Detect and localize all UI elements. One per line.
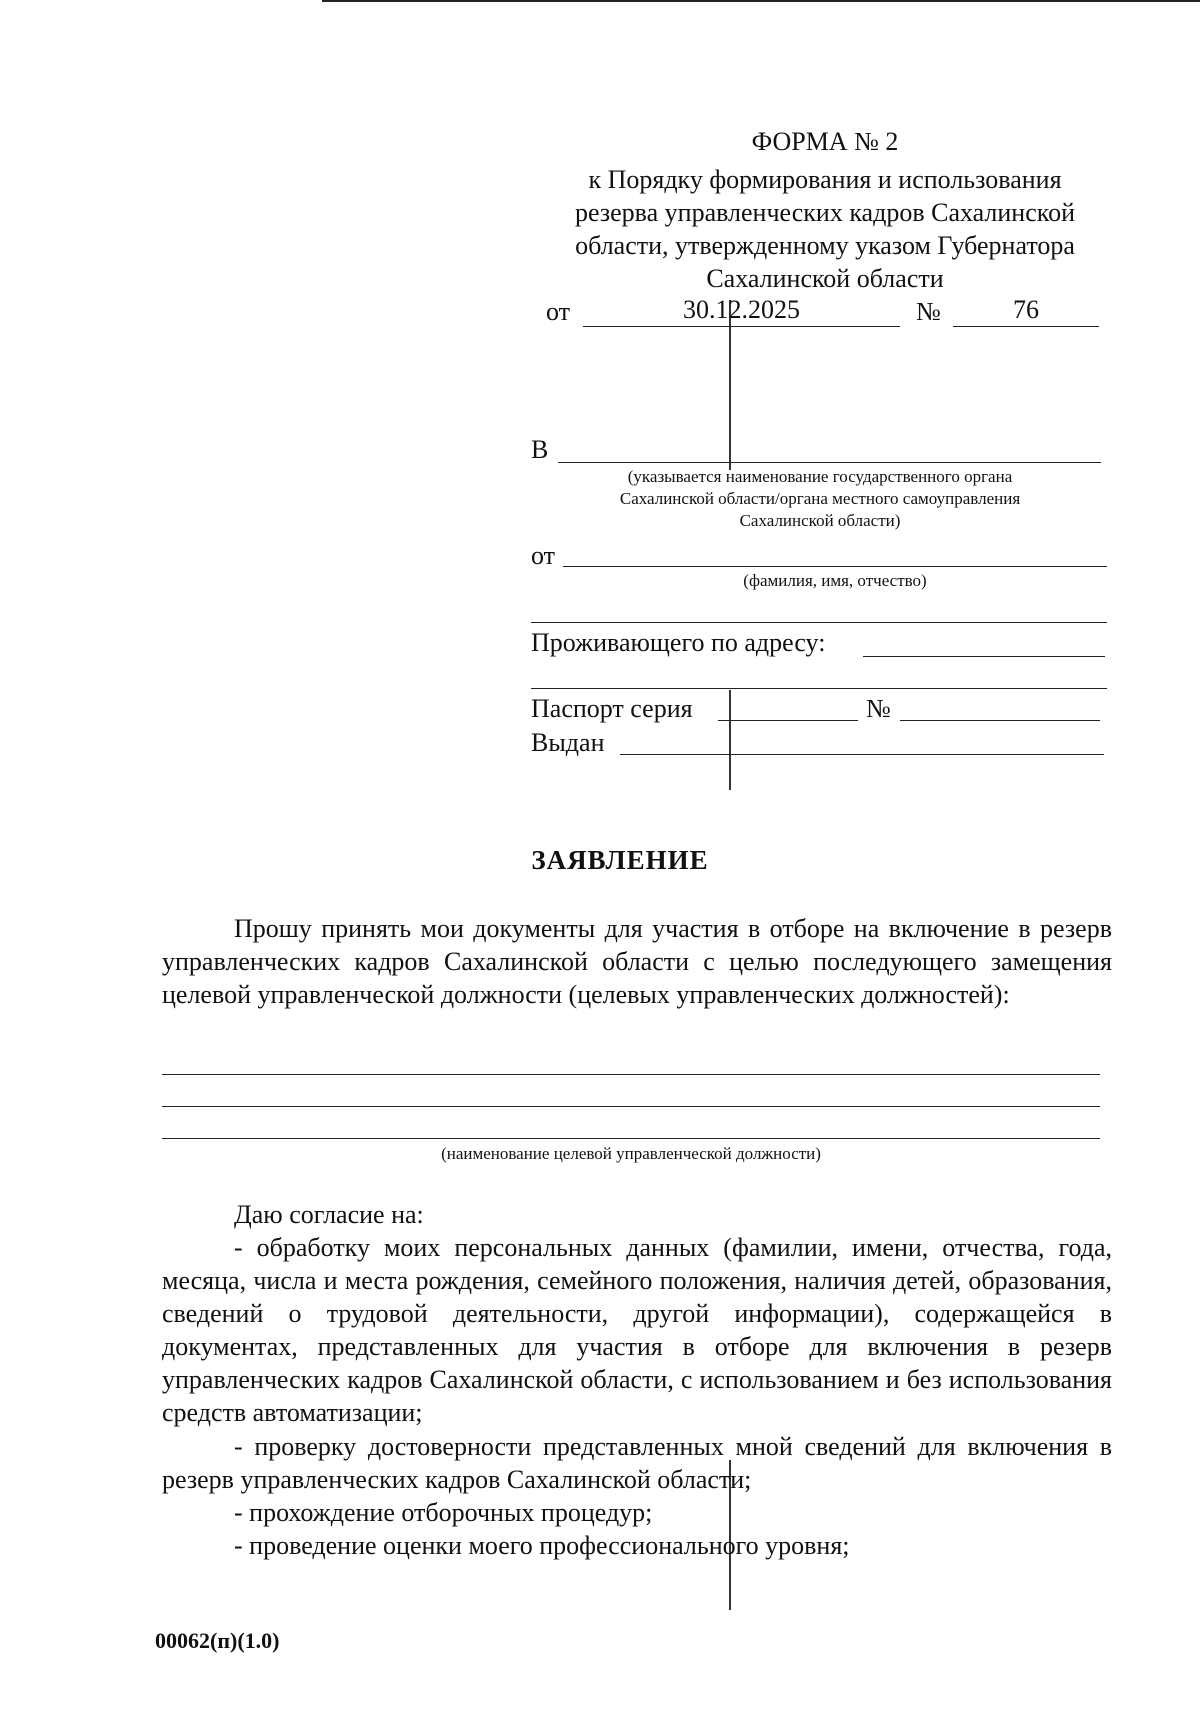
date-underline bbox=[583, 326, 900, 327]
date-value: 30.12.2025 bbox=[683, 295, 800, 324]
number-underline bbox=[953, 326, 1099, 327]
header-line-3: области, утвержденному указом Губернатора bbox=[575, 231, 1075, 260]
header-line-4: Сахалинской области bbox=[706, 264, 944, 293]
to-note: (указывается наименование государственного органа Сахалинской области/органа местного самоуправления Сахалинской области) bbox=[619, 467, 1021, 530]
residing-underline-2 bbox=[531, 688, 1107, 689]
issued-underline bbox=[620, 754, 1104, 755]
position-note: (наименование целевой управленческой должности) bbox=[441, 1144, 821, 1163]
consent-intro: Даю согласие на: bbox=[234, 1200, 424, 1229]
from-prefix: от bbox=[531, 541, 556, 570]
to-prefix: В bbox=[531, 435, 549, 464]
header-line-2: резерва управленческих кадров Сахалинской bbox=[575, 198, 1075, 227]
issued-label: Выдан bbox=[531, 728, 605, 757]
residing-underline bbox=[863, 656, 1105, 657]
position-line-1 bbox=[162, 1074, 1100, 1075]
consent-item-3: - прохождение отборочных процедур; bbox=[234, 1498, 653, 1527]
position-line-3 bbox=[162, 1138, 1100, 1139]
consent-item-2: - проверку достоверности представленных мной сведений для включения в резерв управленческих кадров Сахалинской области; bbox=[162, 1432, 1112, 1494]
passport-number-underline bbox=[900, 720, 1100, 721]
statement-title: ЗАЯВЛЕНИЕ bbox=[531, 845, 709, 875]
to-underline bbox=[558, 462, 1101, 463]
passport-number-sign: № bbox=[866, 694, 891, 723]
header-line-1: к Порядку формирования и использования bbox=[588, 165, 1062, 194]
document-code: 00062(п)(1.0) bbox=[155, 1628, 280, 1653]
from-underline-2 bbox=[531, 622, 1107, 623]
position-line-2 bbox=[162, 1106, 1100, 1107]
number-sign: № bbox=[916, 297, 941, 326]
request-text: Прошу принять мои документы для участия в отборе на включение в резерв управленческих кадров Сахалинской области с целью последующего замещения целевой управленческой должности (целевых управленческих должностей): bbox=[162, 914, 1112, 1009]
consent-item-4: - проведение оценки моего профессионального уровня; bbox=[234, 1531, 850, 1560]
scan-top-border bbox=[322, 0, 1200, 2]
passport-series-underline bbox=[718, 720, 858, 721]
form-title: ФОРМА № 2 bbox=[751, 127, 899, 156]
date-prefix: от bbox=[546, 297, 571, 326]
number-value: 76 bbox=[1013, 295, 1039, 324]
scan-artifact-line bbox=[729, 690, 731, 790]
consent-item-1: - обработку моих персональных данных (фамилии, имени, отчества, года, месяца, числа и места рождения, семейного положения, наличия детей, образования, сведений о трудовой деятельности, другой информации), содержащейся в документах, представленных для участия в отборе для включения в резерв управленческих кадров Сахалинской области, с использованием и без использования средств автоматизации; bbox=[162, 1233, 1112, 1427]
residing-label: Проживающего по адресу: bbox=[531, 628, 826, 657]
from-underline bbox=[563, 566, 1107, 567]
from-note: (фамилия, имя, отчество) bbox=[743, 571, 927, 590]
passport-series-label: Паспорт серия bbox=[531, 694, 693, 723]
